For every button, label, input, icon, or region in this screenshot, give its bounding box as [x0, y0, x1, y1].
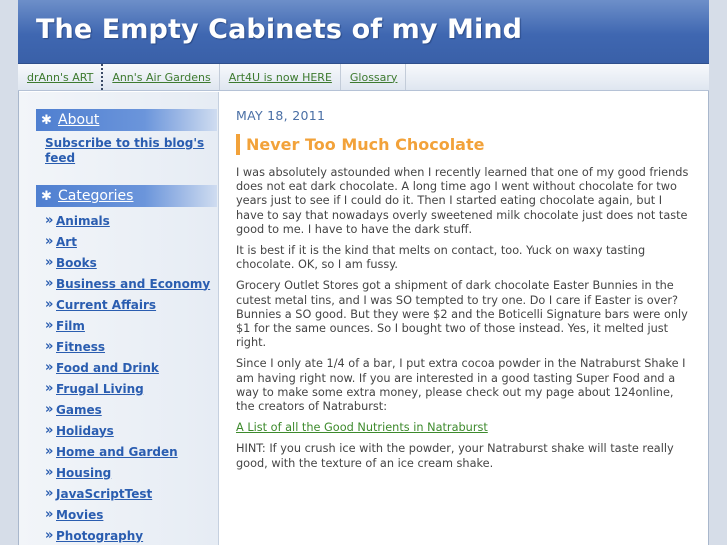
post-paragraph: Since I only ate 1/4 of a bar, I put extra cocoa powder in the Natraburst Shake I am having right now. If you are interested in a good tasting Super Food and a way to make some extra money, please check out my page about 124online, the creators of Natraburst: [236, 357, 686, 414]
about-heading [36, 109, 217, 131]
category-link-games[interactable]: Games [56, 402, 102, 417]
post-link-paragraph [236, 421, 691, 435]
category-item [45, 273, 210, 294]
category-link-books[interactable]: Books [56, 255, 97, 270]
category-item [45, 357, 210, 378]
nav-tab-art4u [220, 64, 341, 90]
category-link-fitness[interactable]: Fitness [56, 339, 106, 354]
post-paragraph: I was absolutely astounded when I recently learned that one of my good friends does not eat dark chocolate. A long time ago I went without chocolate for two years just to see if I could do it. Then I started eating chocolate again, but I have to say that nowadays overly sweetened milk chocolate just does not taste good to me. I have to have the dark stuff. [236, 166, 689, 236]
category-item [45, 315, 210, 336]
category-link-photography[interactable]: Photography [56, 528, 144, 543]
categories-heading [36, 185, 217, 207]
category-link-business[interactable]: Business and Economy [56, 276, 211, 291]
double-chevron-right-icon: » [45, 339, 54, 354]
double-chevron-right-icon: » [45, 423, 54, 438]
category-item [45, 294, 210, 315]
category-item [45, 336, 210, 357]
category-item [45, 210, 210, 231]
blog-title[interactable]: The Empty Cabinets of my Mind [36, 14, 523, 45]
category-item [45, 525, 210, 545]
nav-link-air-gardens[interactable]: Ann's Air Gardens [112, 70, 211, 84]
category-link-food-drink[interactable]: Food and Drink [56, 360, 159, 375]
category-link-holidays[interactable]: Holidays [56, 423, 114, 438]
natraburst-nutrients-link[interactable]: A List of all the Good Nutrients in Natraburst [236, 421, 488, 435]
category-item [45, 399, 210, 420]
category-item [45, 378, 210, 399]
double-chevron-right-icon: » [45, 381, 54, 396]
category-link-art[interactable]: Art [56, 234, 77, 249]
double-chevron-right-icon: » [45, 297, 54, 312]
nav-link-glossary[interactable]: Glossary [349, 70, 398, 84]
category-item [45, 462, 210, 483]
category-link-film[interactable]: Film [56, 318, 85, 333]
blog-banner [18, 0, 709, 64]
category-item [45, 231, 210, 252]
double-chevron-right-icon: » [45, 444, 54, 459]
nav-tab-air-gardens [103, 64, 219, 90]
nav-link-drann-art[interactable]: drAnn's ART [27, 70, 94, 84]
nav-bar [18, 64, 709, 91]
double-chevron-right-icon: » [45, 213, 54, 228]
double-chevron-right-icon: » [45, 402, 54, 417]
category-link-movies[interactable]: Movies [56, 507, 104, 522]
category-link-housing[interactable]: Housing [56, 465, 112, 480]
double-chevron-right-icon: » [45, 486, 54, 501]
double-chevron-right-icon: » [45, 276, 54, 291]
post-title[interactable]: Never Too Much Chocolate [236, 134, 691, 155]
nav-tab-drann-art [18, 64, 103, 90]
category-list [45, 210, 210, 545]
category-item [45, 504, 210, 525]
category-item [45, 483, 210, 504]
double-chevron-right-icon: » [45, 528, 54, 543]
asterisk-icon: ✱ [41, 112, 52, 128]
double-chevron-right-icon: » [45, 318, 54, 333]
nav-tab-glossary [341, 64, 407, 90]
category-link-current-affairs[interactable]: Current Affairs [56, 297, 157, 312]
category-link-animals[interactable]: Animals [56, 213, 110, 228]
about-link[interactable]: About [58, 112, 100, 128]
category-link-javascripttest[interactable]: JavaScriptTest [56, 486, 153, 501]
category-item [45, 441, 210, 462]
post-paragraph: It is best if it is the kind that melts on contact, too. Yuck on waxy tasting chocolate. OK, so I am fussy. [236, 244, 646, 272]
subscribe-feed-link[interactable]: Subscribe to this blog's feed [45, 136, 205, 165]
post-date: MAY 18, 2011 [236, 108, 326, 123]
blog-post [236, 108, 691, 471]
double-chevron-right-icon: » [45, 465, 54, 480]
double-chevron-right-icon: » [45, 507, 54, 522]
double-chevron-right-icon: » [45, 360, 54, 375]
category-item [45, 252, 210, 273]
post-paragraph: Grocery Outlet Stores got a shipment of dark chocolate Easter Bunnies in the cutest metal tins, and I was SO tempted to try one. Do I care if Easter is over? Bunnies a SO good. But they were $2 and the Boticelli Signature bars were only $1 for the same ounces. So I bought two of those instead. Yes, it melted just right. [236, 279, 688, 350]
categories-link[interactable]: Categories [58, 188, 134, 204]
category-link-home-garden[interactable]: Home and Garden [56, 444, 178, 459]
category-link-frugal-living[interactable]: Frugal Living [56, 381, 144, 396]
asterisk-icon: ✱ [41, 188, 52, 204]
nav-link-art4u[interactable]: Art4U is now HERE [228, 70, 332, 84]
category-item [45, 420, 210, 441]
post-hint: HINT: If you crush ice with the powder, your Natraburst shake will taste really good, with the texture of an ice cream shake. [236, 442, 674, 470]
sidebar [19, 92, 219, 545]
double-chevron-right-icon: » [45, 234, 54, 249]
double-chevron-right-icon: » [45, 255, 54, 270]
